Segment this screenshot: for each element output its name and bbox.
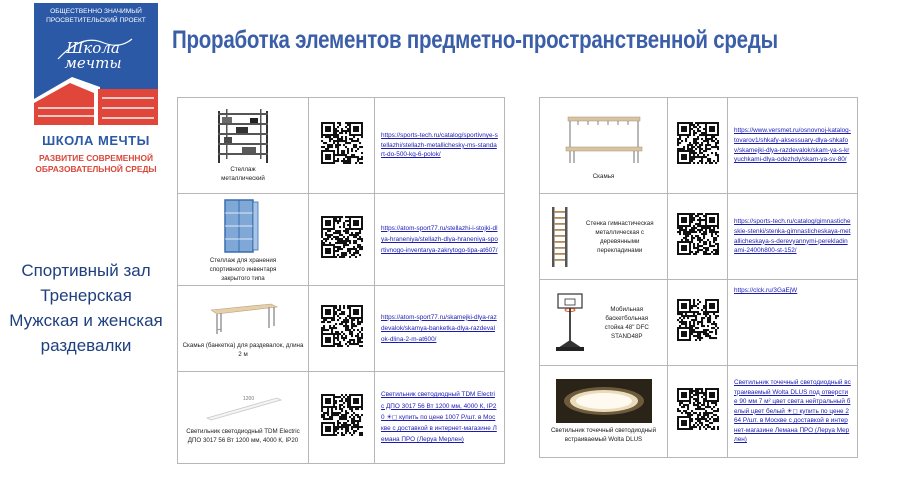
logo-subtitle-line2: ОБРАЗОВАТЕЛЬНОЙ СРЕДЫ xyxy=(35,163,157,174)
table-row xyxy=(540,98,858,194)
item-cell xyxy=(178,286,309,372)
logo-emblem xyxy=(34,3,158,125)
logo-script-line2: мечты xyxy=(64,54,122,72)
logo-subtitle xyxy=(34,153,158,174)
item-label: Скамья (банкетка) для раздевалок, длина 2 м xyxy=(182,342,304,358)
closed-storage-rack-icon xyxy=(221,196,261,256)
zone-item: раздевалки xyxy=(40,336,132,355)
item-cell xyxy=(178,194,309,286)
item-label: Светильник точечный светодиодный встраиваемый Wolta DLUS xyxy=(550,427,657,443)
qr-cell xyxy=(309,98,375,194)
link-cell xyxy=(375,98,505,194)
qr-code-icon xyxy=(321,394,363,436)
product-link[interactable]: https://atom-sport77.ru/stellazhi-i-stojki-dlya-hraneniya/stellazh-dlya-hraneniya-sportivnogo-inventarya-zakrytogo-tipa-at607/ xyxy=(381,224,498,255)
item-cell xyxy=(178,98,309,194)
zone-item: Тренерская xyxy=(40,286,132,305)
item-label: Стенка гимнастическая металлическая с деревянными перекладинами xyxy=(585,219,654,254)
zone-item: Мужская и женская xyxy=(9,311,163,330)
item-label: Стеллаж металлический xyxy=(221,166,265,183)
qr-code-icon xyxy=(677,299,719,341)
zone-item: Спортивный зал xyxy=(21,261,151,280)
item-label: Светильник светодиодный TDM Electric ДПО 3017 56 Вт 1200 мм, 4000 К, IP20 xyxy=(186,428,300,444)
bench-icon xyxy=(205,298,281,338)
wall-bars-icon xyxy=(548,205,572,269)
qr-cell xyxy=(668,98,728,194)
qr-code-icon xyxy=(321,216,363,258)
table-row xyxy=(540,194,858,280)
link-cell xyxy=(728,280,858,366)
project-logo xyxy=(34,3,158,190)
logo-project-line1: ОБЩЕСТВЕННО ЗНАЧИМЫЙ xyxy=(50,8,142,15)
qr-code-icon xyxy=(677,213,719,255)
led-downlight-icon xyxy=(556,379,652,423)
table-row xyxy=(178,194,505,286)
product-link[interactable]: Светильник точечный светодиодный встраиваемый Wolta DLUS под отверстие 90 мм 7 м² цвет света нейтральный белый цвет белый ☀◻ купить по цене 264 Р/шт. в Москве с доставкой в интернет-магазине Лемана ПРО (Леруа Мерлен) xyxy=(734,378,851,444)
led-linear-lamp-icon xyxy=(201,390,285,424)
qr-code-icon xyxy=(677,122,719,164)
qr-cell xyxy=(668,194,728,280)
link-cell xyxy=(728,194,858,280)
qr-cell xyxy=(668,280,728,366)
item-cell xyxy=(178,372,309,464)
table-row xyxy=(178,98,505,194)
product-link[interactable]: https://atom-sport77.ru/skamejki-dlya-razdevalok/skamya-banketka-dlya-razdevalok-dlina-2-m-at600/ xyxy=(381,313,497,344)
qr-cell xyxy=(309,372,375,464)
table-row xyxy=(178,286,505,372)
item-cell xyxy=(540,194,668,280)
logo-project-line2: ПРОСВЕТИТЕЛЬСКИЙ ПРОЕКТ xyxy=(46,16,146,24)
item-cell xyxy=(540,366,668,458)
logo-name: ШКОЛА МЕЧТЫ xyxy=(42,133,150,148)
metal-shelf-icon xyxy=(212,107,274,165)
table-row xyxy=(540,280,858,366)
link-cell xyxy=(728,98,858,194)
item-label: Мобильная баскетбольная стойка 48" DFC STAND48P xyxy=(604,305,649,340)
link-cell xyxy=(728,366,858,458)
equipment-table-right xyxy=(539,97,858,458)
qr-cell xyxy=(309,286,375,372)
link-cell xyxy=(375,194,505,286)
item-label: Стеллаж для хранения спортивного инвентаря закрытого типа xyxy=(209,257,277,282)
logo-script-text xyxy=(48,41,138,71)
page-title: Проработка элементов предметно-пространственной среды xyxy=(172,26,778,54)
qr-code-icon xyxy=(321,122,363,164)
product-link[interactable]: https://sports-tech.ru/catalog/sportivnye-stellazhi/stellazh-metallichesky-ms-standart-do-500-kg-6-polok/ xyxy=(381,132,498,159)
logo-script-line1: Школа xyxy=(66,39,120,57)
product-link[interactable]: https://clck.ru/3GaEjW xyxy=(734,287,798,294)
item-label: Скамья xyxy=(592,172,615,180)
link-cell xyxy=(375,372,505,464)
basketball-stand-icon xyxy=(552,292,588,354)
item-cell xyxy=(540,98,668,194)
lamp-length-label: 1200 xyxy=(243,396,255,402)
table-row xyxy=(540,366,858,458)
equipment-table-left xyxy=(177,97,505,464)
link-cell xyxy=(375,286,505,372)
logo-subtitle-line1: РАЗВИТИЕ СОВРЕМЕННОЙ xyxy=(38,153,154,163)
qr-cell xyxy=(309,194,375,286)
qr-code-icon xyxy=(321,305,363,347)
item-cell xyxy=(540,280,668,366)
table-row xyxy=(178,372,505,464)
product-link[interactable]: https://www.versmet.ru/osnovnoj-katalog-tovarov1/shkafy-aksessuary-dlya-shkafov/skamejki-dlya-razdevalok/skam-ya-s-kryuchkami-dlya-odezhdy/skam-ya-sv-80/ xyxy=(734,127,851,164)
product-link[interactable]: Светильник светодиодный TDM Electric ДПО 3017 56 Вт 1200 мм, 4000 К, IP20 ☀◻ купить по цене 1007 Р/шт. в Москве с доставкой в интернет-магазине Лемана ПРО (Леруа Мерлен) xyxy=(381,391,497,444)
qr-cell xyxy=(668,366,728,458)
zones-list xyxy=(4,258,168,358)
locker-bench-with-hooks-icon xyxy=(560,111,648,169)
product-link[interactable]: https://sports-tech.ru/catalog/gimnasticheskie-stenki/stenka-gimnasticheskaya-metallicheskaya-s-derevyannymi-perekladinami-2400h800-st-152/ xyxy=(734,218,851,255)
qr-code-icon xyxy=(677,388,719,430)
